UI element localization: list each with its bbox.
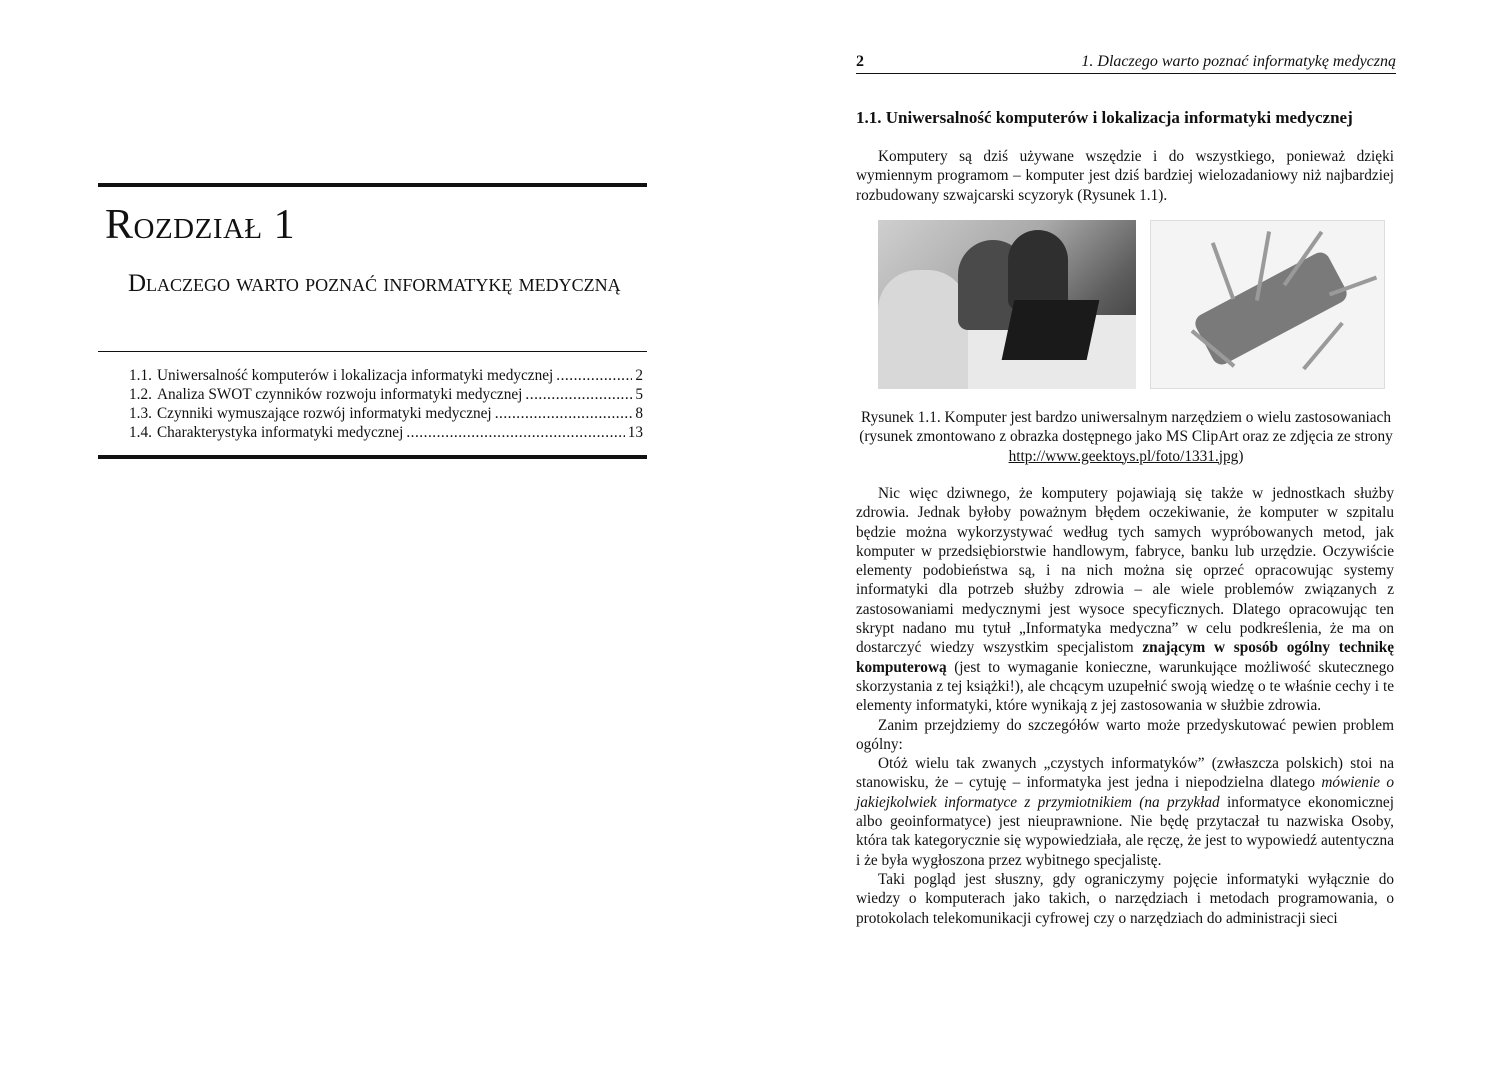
toc-leader — [495, 404, 633, 423]
paragraph — [856, 754, 1394, 870]
paragraph-text: informatyce ekonomicznej albo geoinformatyce) jest nieuprawnione. Nie będę przytaczał tu nazwiska Osoby, która tak kategorycznie się wypowiedziała, ale ręczę, że jest to wypowiedź autentyczna i że była wygłoszona przez wybitnego specjalistę. — [856, 793, 1394, 869]
top-rule — [98, 183, 647, 187]
toc-page: 2 — [635, 367, 643, 384]
toc-number: 1.3. — [129, 405, 152, 422]
running-title: 1. Dlaczego warto poznać informatykę medyczną — [1081, 53, 1396, 70]
running-header — [856, 53, 1396, 74]
toc-number: 1.1. — [129, 367, 152, 384]
caption-link[interactable]: http://www.geektoys.pl/foto/1331.jpg — [1008, 447, 1239, 465]
intro-paragraph: Komputery są dziś używane wszędzie i do wszystkiego, ponieważ dzięki wymiennym programom – komputer jest dziś bardziej wielozadaniowy niż najbardziej rozbudowany szwajcarski scyzoryk (Rysunek 1.1). — [856, 148, 1394, 204]
figure-caption — [856, 408, 1396, 466]
toc-page: 8 — [635, 405, 643, 422]
toc-page: 5 — [635, 386, 643, 403]
table-of-contents — [129, 366, 643, 442]
caption-text: Rysunek 1.1. Komputer jest bardzo uniwersalnym narzędziem o wielu zastosowaniach (rysunek zmontowano z obrazka dostępnego jako MS ClipArt oraz ze zdjęcia ze strony — [859, 409, 1393, 446]
paragraph-text: (jest to wymaganie konieczne, warunkujące możliwość skutecznego skorzystania z tej książki!), ale chcącym uzupełnić swoją wiedzę o te właśnie cechy i te elementy informatyki, które wynikają z jej zastosowania w służbie zdrowia. — [856, 658, 1394, 715]
paragraph-text: Otóż wielu tak zwanych „czystych informatyków” (zwłaszcza polskich) stoi na stanowisku, że – cytuję – informatyka jest jedna i niepodzielna dlatego — [856, 755, 1394, 792]
person-shape — [878, 270, 968, 389]
chapter-title: Dlaczego warto poznać informatykę medyczną — [128, 270, 621, 297]
paragraph: Zanim przejdziemy do szczegółów warto może przedyskutować pewien problem ogólny: — [856, 716, 1394, 753]
toc-leader — [525, 385, 632, 404]
toc-title: Charakterystyka informatyki medycznej — [156, 424, 404, 441]
italic-phrase: mówienie o jakiejkolwiek informatyce z przymiotnikiem (na przykład — [856, 774, 1394, 811]
toc-leader — [406, 423, 624, 442]
toc-entry[interactable] — [129, 366, 643, 385]
page-number: 2 — [856, 53, 864, 70]
toc-entry[interactable] — [129, 423, 643, 442]
toc-entry[interactable] — [129, 404, 643, 423]
toc-page: 13 — [627, 424, 643, 441]
chapter-label: Rozdział 1 — [105, 202, 296, 248]
toc-number: 1.4. — [129, 424, 152, 441]
laptop-icon — [1002, 300, 1100, 360]
swiss-army-knife-image — [1150, 220, 1385, 389]
caption-end: ) — [1238, 447, 1244, 465]
paragraph-text: Nic więc dziwnego, że komputery pojawiają się także w jednostkach służby zdrowia. Jednak byłoby poważnym błędem oczekiwanie, że komputer w szpitalu będzie można wykorzystywać według tych samych wypróbowanych metod, jak komputer w przedsiębiorstwie handlowym, fabryce, banku lub urzędzie. Oczywiście elementy podobieństwa są, i na nich można się oprzeć opracowując systemy informatyki dla potrzeb służby zdrowia – ale wiele problemów związanych z zastosowaniami medycznymi jest wysoce specyficznych. Dlatego opracowując ten skrypt nadano mu tytuł „Informatyka medyczna” w celu podkreślenia, że ma on dostarczyć wiedzy wszystkim specjalistom — [856, 485, 1394, 657]
paragraph — [856, 484, 1394, 716]
toc-title: Czynniki wymuszające rozwój informatyki medycznej — [156, 405, 492, 422]
toc-number: 1.2. — [129, 386, 152, 403]
paragraph: Taki pogląd jest słuszny, gdy ograniczymy pojęcie informatyki wyłącznie do wiedzy o komputerach jako takich, o narzędziach i metodach programowania, o protokolach telekomunikacji cyfrowej czy o narzędziach do administracji sieci — [856, 870, 1394, 927]
toc-title: Uniwersalność komputerów i lokalizacja informatyki medycznej — [156, 367, 554, 384]
body-text — [856, 484, 1394, 928]
knife-tool-shape — [1302, 322, 1344, 371]
toc-title: Analiza SWOT czynników rozwoju informatyki medycznej — [156, 386, 523, 403]
toc-leader — [556, 366, 632, 385]
bottom-rule — [98, 455, 647, 459]
divider-rule — [98, 351, 647, 352]
bold-phrase: znającym w sposób ogólny technikę komputerową — [856, 639, 1395, 676]
people-at-laptop-photo — [878, 220, 1136, 389]
section-heading: 1.1. Uniwersalność komputerów i lokalizacja informatyki medycznej — [856, 108, 1353, 127]
right-page — [750, 0, 1500, 1066]
toc-entry[interactable] — [129, 385, 643, 404]
person-shape — [1008, 230, 1068, 310]
knife-tool-shape — [1211, 242, 1235, 300]
